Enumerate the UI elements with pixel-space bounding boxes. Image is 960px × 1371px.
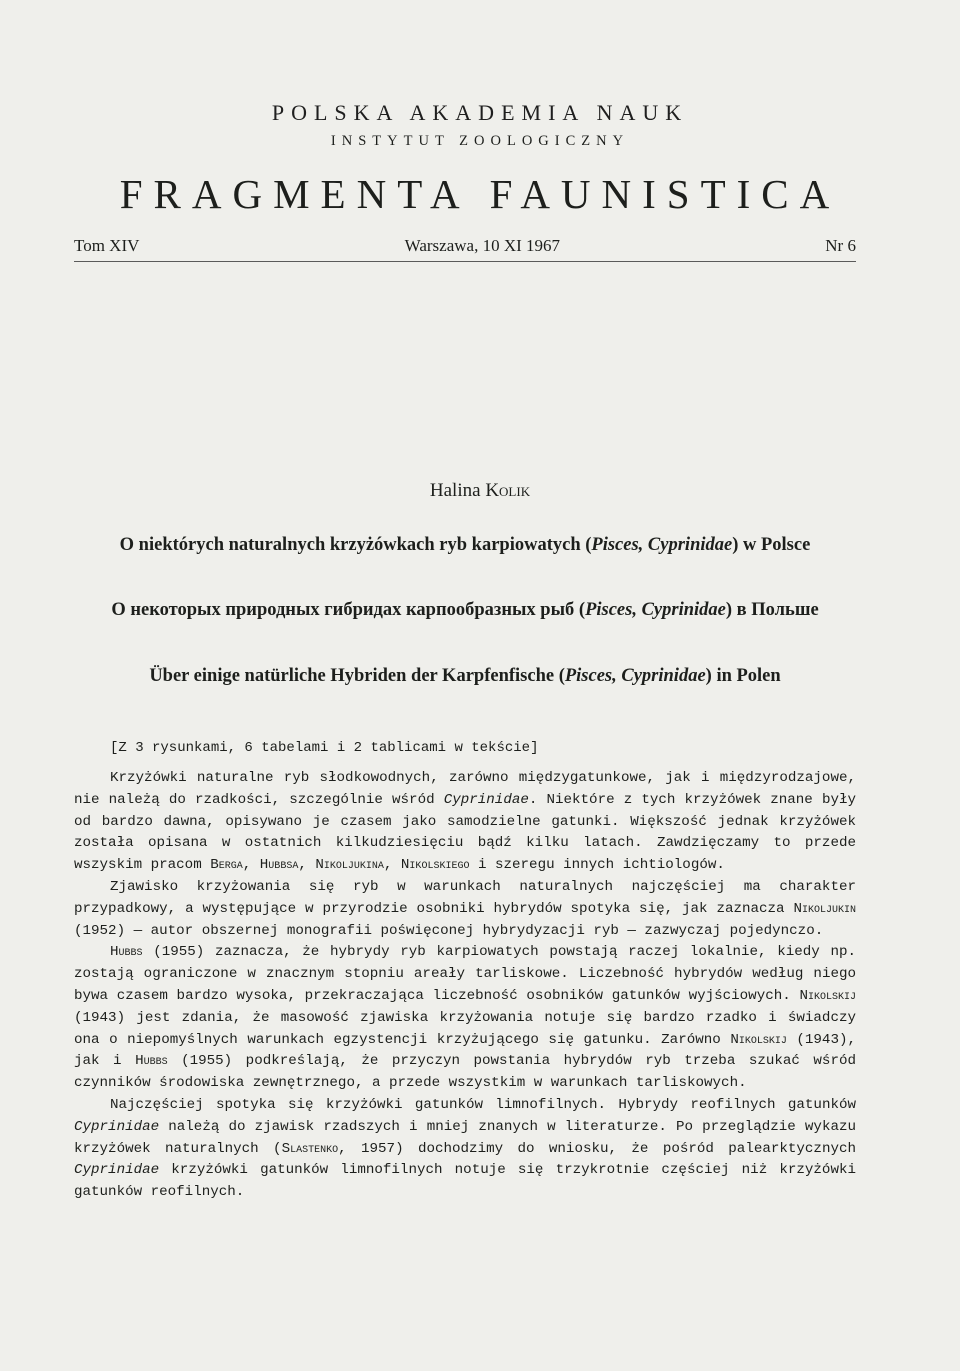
volume-label: Tom XIV [74, 236, 140, 255]
title-polish [74, 532, 856, 558]
journal-title: FRAGMENTA FAUNISTICA [119, 171, 841, 217]
title-russian-text-end: ) в Польше [725, 600, 819, 620]
text-run: . Niektóre z tych krzyżówek znane były od bardzo dawna, opisywano je czasem jako samodzielne gatunki. Większość jednak krzyżówek została opisana w ostatnich kilkudziesięciu bądź kilku latach. Zawdzięczamy to przede wszyskim pracom [74, 791, 856, 874]
text-run: i szeregu innych ichtiologów. [469, 857, 725, 874]
paragraph-3 [74, 942, 856, 1095]
title-russian-taxon: Pisces, Cyprinidae [585, 600, 726, 620]
text-run: (1943) jest zdania, że masowość zjawiska krzyżowania notuje się bardzo rzadko i świadczy ona o niepomyślnych warunkach egzystencji krzyżującego się gatunku. Zarówno [74, 1009, 856, 1048]
title-russian-text: О некоторых природных гибридах карпообразных рыб ( [111, 600, 586, 620]
cited-author: Hubbs [110, 944, 143, 961]
taxon-name: Cyprinidae [74, 1118, 160, 1135]
author-first-name: Halina [429, 480, 481, 501]
author-name [0, 480, 960, 502]
cited-author: Nikoljukin [793, 900, 856, 917]
title-german-text: Über einige natürliche Hybriden der Karpfenfische ( [149, 666, 565, 686]
cited-author: Nikolskij [730, 1031, 787, 1048]
cited-author: Berga [210, 857, 243, 874]
text-run: (1952) — autor obszernej monografii poświęconej hybrydyzacji ryb — zazwyczaj pojedynczo. [74, 922, 824, 939]
article-body [74, 768, 856, 1204]
text-run: , 1957) dochodzimy do wniosku, że pośród palearktycznych [338, 1140, 856, 1157]
text-run: Krzyżówki naturalne ryb słodkowodnych, zarówno międzygatunkowe, jak i międzyrodzajowe, nie należą do rzadkości, szczególnie wśród [74, 770, 856, 808]
paragraph-1 [74, 768, 856, 877]
title-german-taxon: Pisces, Cyprinidae [564, 666, 706, 686]
cited-author: Slastenko [281, 1140, 339, 1157]
taxon-name: Cyprinidae [443, 791, 529, 808]
issue-line [74, 236, 856, 262]
cited-author: Nikoljukina [315, 857, 384, 874]
title-polish-taxon: Pisces, Cyprinidae [591, 535, 733, 555]
cited-author: Hubbs [135, 1053, 168, 1070]
author-last-name: Kolik [485, 480, 531, 501]
issue-number: Nr 6 [825, 236, 856, 255]
text-run: (1955) zaznacza, że hybrydy ryb karpiowatych powstają raczej lokalnie, kiedy np. zostają ograniczone w znacznym stopniu areały tarliskowe. Liczebność hybrydów według niego bywa czasem bardzo wysoka, przekraczająca liczebność osobników gatunków wyjściowych. [74, 944, 856, 1004]
text-run: należą do zjawisk rzadszych i mniej znanych w literaturze. Po przeglądzie wykazu krzyżówek naturalnych ( [74, 1118, 856, 1157]
text-run: krzyżówki gatunków limnofilnych notuje się trzykrotnie częściej niż krzyżówki gatunków reofilnych. [74, 1162, 856, 1201]
taxon-name: Cyprinidae [74, 1162, 160, 1179]
paragraph-4 [74, 1095, 856, 1204]
title-polish-text-end: ) w Polsce [732, 535, 811, 555]
text-run: , [298, 857, 316, 874]
title-polish-text: O niektórych naturalnych krzyżówkach ryb karpiowatych ( [119, 535, 592, 555]
paragraph-2 [74, 877, 856, 942]
title-german [74, 663, 856, 689]
place-date: Warszawa, 10 XI 1967 [404, 236, 561, 255]
text-run: , [383, 857, 401, 874]
text-run: Najczęściej spotyka się krzyżówki gatunków limnofilnych. Hybrydy reofilnych gatunków [110, 1096, 856, 1113]
cited-author: Nikolskij [799, 987, 856, 1004]
title-russian [74, 597, 856, 623]
academy-name: POLSKA AKADEMIA NAUK [271, 100, 689, 125]
cited-author: Hubbsa [259, 857, 299, 874]
institute-name: INSTYTUT ZOOLOGICZNY [330, 133, 630, 149]
text-run: , [242, 857, 260, 874]
title-german-text-end: ) in Polen [705, 666, 781, 686]
text-run: (1943), jak i [74, 1031, 856, 1070]
figures-note: [Z 3 rysunkami, 6 tabelami i 2 tablicami w tekście] [110, 740, 539, 756]
cited-author: Nikolskiego [400, 857, 470, 874]
text-run: Zjawisko krzyżowania się ryb w warunkach naturalnych najczęściej ma charakter przypadkowy, a występujące w przyrodzie osobniki hybrydów spotyka się, jak zaznacza [74, 878, 856, 917]
text-run: (1955) podkreślają, że przyczyn powstania hybrydów ryb trzeba szukać wśród czynników środowiska zewnętrznego, a przede wszystkim w warunkach tarliskowych. [74, 1053, 856, 1092]
